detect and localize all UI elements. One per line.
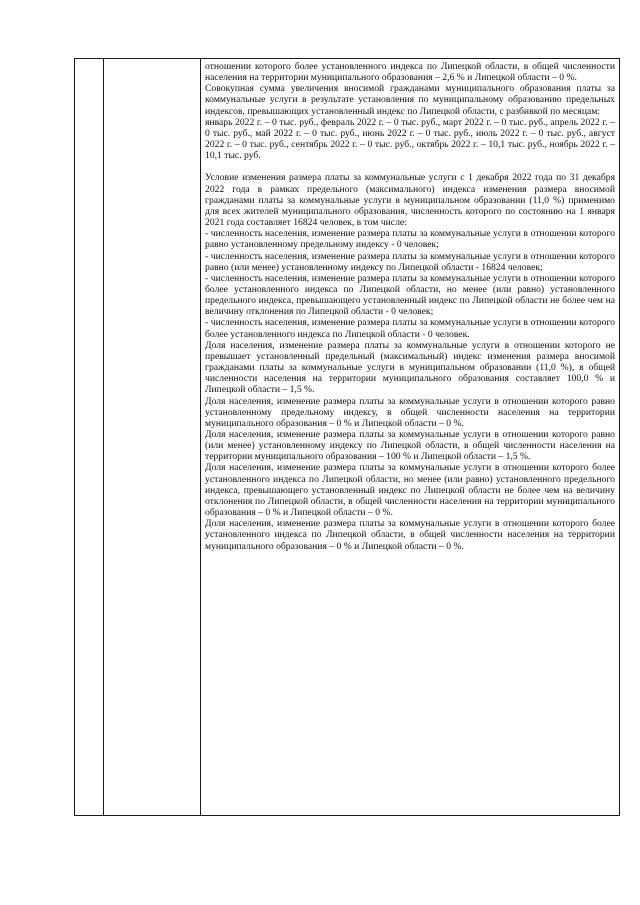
paragraph: Доля населения, изменение размера платы за коммунальные услуги в отношении которого равно установленному предельному индексу, в общей численности населения на территории муниципального образования – 0 % и Липецкой области – 0 %. <box>205 395 615 429</box>
paragraph: Доля населения, изменение размера платы за коммунальные услуги в отношении которого не превышает установленный предельный (максимальный) индекс изменения размера вносимой гражданами платы за коммунальные услуги в муниципальном образовании (11,0 %), в общей численности населения на территории муниципального образования составляет 100,0 % и Липецкой области – 1,5 %. <box>205 339 615 396</box>
paragraph-gap <box>205 161 615 172</box>
paragraph: отношении которого более установленного индекса по Липецкой области, в общей численности населения на территории муниципального образования – 2,6 % и Липецкой области – 0 %. <box>205 61 615 84</box>
paragraph: Доля населения, изменение размера платы за коммунальные услуги в отношении которого более установленного индекса по Липецкой области, но менее (или равно) установленного предельного индекса, превышающего установленный индекс по Липецкой области не более чем на величину отклонения по Липецкой области, в общей численности населения на территории муниципального образования – 0 % и Липецкой области – 0 %. <box>205 462 615 519</box>
table-cell-name <box>104 59 201 816</box>
paragraph: Доля населения, изменение размера платы за коммунальные услуги в отношении которого равно (или менее) установленному индексу по Липецкой области, в общей численности населения на территории муниципального образования – 100 % и Липецкой области – 1,5 %. <box>205 429 615 463</box>
paragraph: Доля населения, изменение размера платы за коммунальные услуги в отношении которого более установленного индекса по Липецкой области, в общей численности населения на территории муниципального образования – 0 % и Липецкой области – 0 %. <box>205 518 615 552</box>
paragraph: - численность населения, изменение размера платы за коммунальные услуги в отношении которого равно (или менее) установленному индексу по Липецкой области - 16824 человек; <box>205 250 615 273</box>
table-cell-number <box>75 59 104 816</box>
paragraph: январь 2022 г. – 0 тыс. руб., февраль 2022 г. – 0 тыс. руб., март 2022 г. – 0 тыс. руб., апрель 2022 г. – 0 тыс. руб., май 2022 г. – 0 тыс. руб., июнь 2022 г. – 0 тыс. руб., июль 2022 г. – 0 тыс. руб., август 2022 г. – 0 тыс. руб., сентябрь 2022 г. – 0 тыс. руб., октябрь 2022 г. – 10,1 тыс. руб., ноябрь 2022 г. – 10,1 тыс. руб. <box>205 116 615 162</box>
content-text <box>201 59 619 552</box>
paragraph: Совокупная сумма увеличения вносимой гражданами муниципального образования платы за коммунальные услуги в результате установления по муниципальному образованию предельных индексов, превышающих установленный индекс по Липецкой области, с разбивкой по месяцам: <box>205 83 615 117</box>
paragraph: Условие изменения размера платы за коммунальные услуги с 1 декабря 2022 года по 31 декабря 2022 года в рамках предельного (максимального) индекса изменения размера вносимой гражданами платы за коммунальные услуги в муниципальном образовании (11,0 %) применимо для всех жителей муниципального образования, численность которого по состоянию на 1 января 2021 года составляет 16824 человек, в том числе: <box>205 172 615 229</box>
paragraph: - численность населения, изменение размера платы за коммунальные услуги в отношении которого более установленного индекса по Липецкой области, но менее (или равно) установленного предельного индекса, превышающего установленный индекс по Липецкой области не более чем на величину отклонения по Липецкой области - 0 человек; <box>205 272 615 318</box>
paragraph: - численность населения, изменение размера платы за коммунальные услуги в отношении которого более установленного индекса по Липецкой области - 0 человек. <box>205 317 615 340</box>
document-table <box>74 58 620 816</box>
table-cell-content <box>201 59 620 816</box>
paragraph: - численность населения, изменение размера платы за коммунальные услуги в отношении которого равно установленному предельному индексу - 0 человек; <box>205 228 615 251</box>
table-row <box>75 59 620 816</box>
